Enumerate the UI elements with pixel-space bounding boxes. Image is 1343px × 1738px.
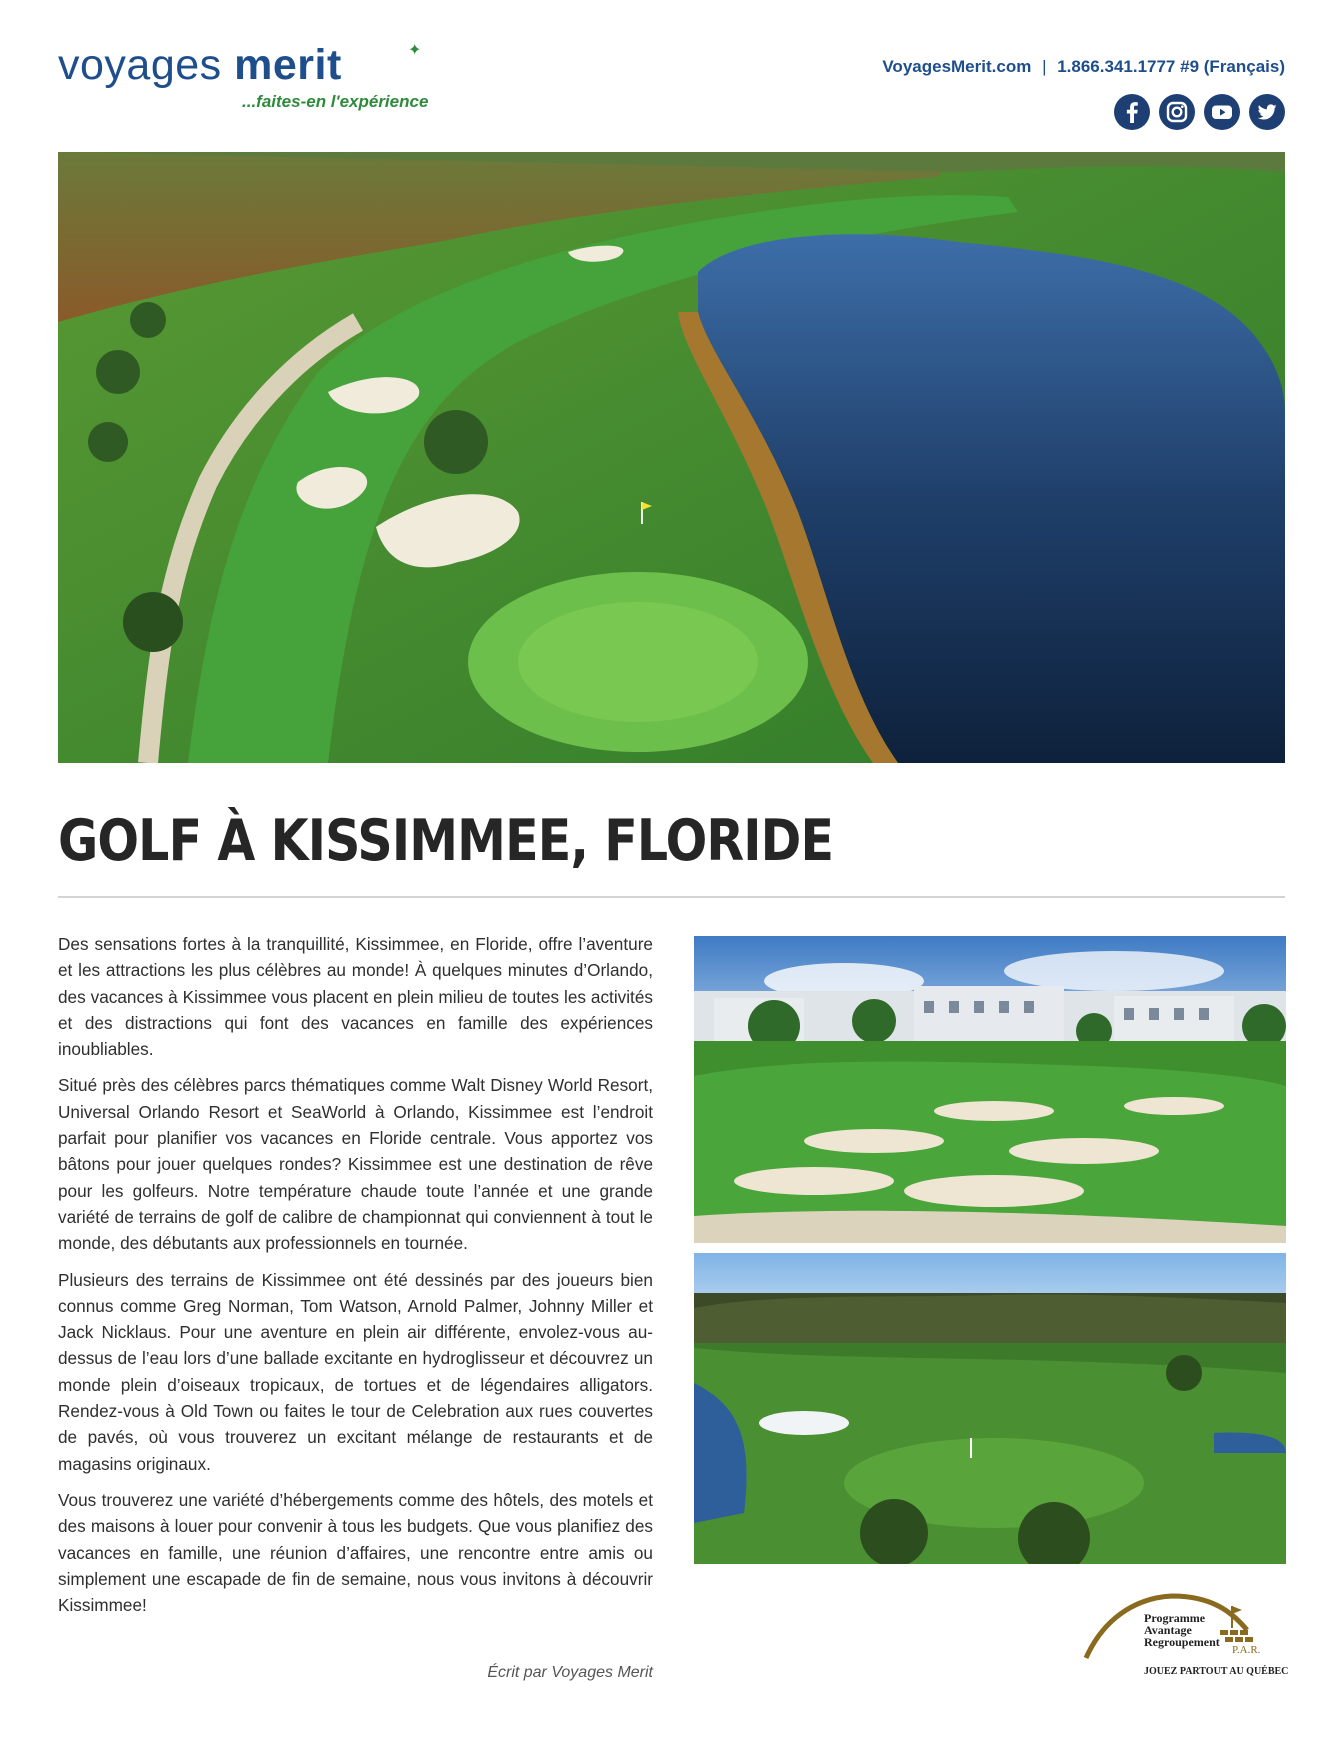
- instagram-icon[interactable]: [1159, 94, 1195, 130]
- paragraph: Des sensations fortes à la tranquillité, Kissimmee, en Floride, offre l’aventure et les attractions les plus célèbres au monde! À quelques minutes d’Orlando, des vacances à Kissimmee vous placent en plein milieu de toutes les activités et des distractions qui font des vacances en famille des expériences inoubliables.: [58, 934, 653, 1060]
- voyages-merit-logo[interactable]: [58, 40, 458, 120]
- par-line-regroupement: Regroupement: [1144, 1635, 1220, 1649]
- par-wordmark: [1144, 1612, 1220, 1648]
- youtube-icon[interactable]: [1204, 94, 1240, 130]
- contact-line: [882, 57, 1285, 77]
- logo-tagline: ...faites-en l'expérience: [242, 92, 429, 111]
- par-line-programme: Programme: [1144, 1611, 1206, 1625]
- facebook-icon[interactable]: [1114, 94, 1150, 130]
- logo-word-voyages: voyages: [58, 41, 222, 89]
- author-credit: Écrit par Voyages Merit: [487, 1664, 653, 1681]
- fairway-lake-photo: [694, 1253, 1286, 1564]
- article-body: [58, 931, 653, 1628]
- paragraph: Situé près des célèbres parcs thématiques comme Walt Disney World Resort, Universal Orlando Resort et SeaWorld à Orlando, Kissimmee est l’endroit parfait pour planifier vos vacances en Floride centrale. Vous apportez vos bâtons pour jouer quelques rondes? Kissimmee est une destination de rêve pour les golfeurs. Notre température chaude toute l’année et une grande variété de terrains de golf de calibre de championnat qui conviennent à tout le monde, des débutants aux professionnels en tournée.: [58, 1075, 653, 1254]
- page-title: GOLF À KISSIMMEE, FLORIDE: [58, 808, 834, 874]
- logo-wordmark: [58, 40, 458, 90]
- phone-number[interactable]: 1.866.341.1777 #9 (Français): [1057, 57, 1285, 76]
- website-link[interactable]: VoyagesMerit.com: [882, 57, 1032, 76]
- logo-sparkle-icon: ✦: [408, 42, 422, 59]
- par-initials: P.A.R.: [1232, 1644, 1261, 1656]
- hero-golf-course-image: [58, 152, 1285, 763]
- title-divider: [58, 896, 1285, 898]
- par-slogan: JOUEZ PARTOUT AU QUÉBEC: [1144, 1666, 1289, 1677]
- resort-bunkers-photo: [694, 936, 1286, 1243]
- contact-separator: |: [1042, 57, 1047, 76]
- social-links: [1114, 94, 1285, 130]
- par-program-logo[interactable]: [1082, 1592, 1289, 1688]
- paragraph: Plusieurs des terrains de Kissimmee ont été dessinés par des joueurs bien connus comme Greg Norman, Tom Watson, Arnold Palmer, Johnny Miller et Jack Nicklaus. Pour une aventure en plein air différente, envolez-vous au-dessus de l’eau lors d’une ballade excitante en hydroglisseur et découvrez un monde plein d’oiseaux tropicaux, de tortues et de légendaires alligators. Rendez-vous à Old Town ou faites le tour de Celebration aux rues couvertes de pavés, où vous trouverez un excitant mélange de restaurants et de magasins originaux.: [58, 1269, 653, 1474]
- par-line-avantage: Avantage: [1144, 1623, 1192, 1637]
- logo-word-merit: merit: [234, 41, 342, 89]
- twitter-icon[interactable]: [1249, 94, 1285, 130]
- paragraph: Vous trouverez une variété d’hébergements comme des hôtels, des motels et des maisons à louer pour convenir à tous les budgets. Que vous planifiez des vacances en famille, une réunion d’affaires, une rencontre entre amis ou simplement une escapade de fin de semaine, nous vous invitons à découvrir Kissimmee!: [58, 1489, 653, 1616]
